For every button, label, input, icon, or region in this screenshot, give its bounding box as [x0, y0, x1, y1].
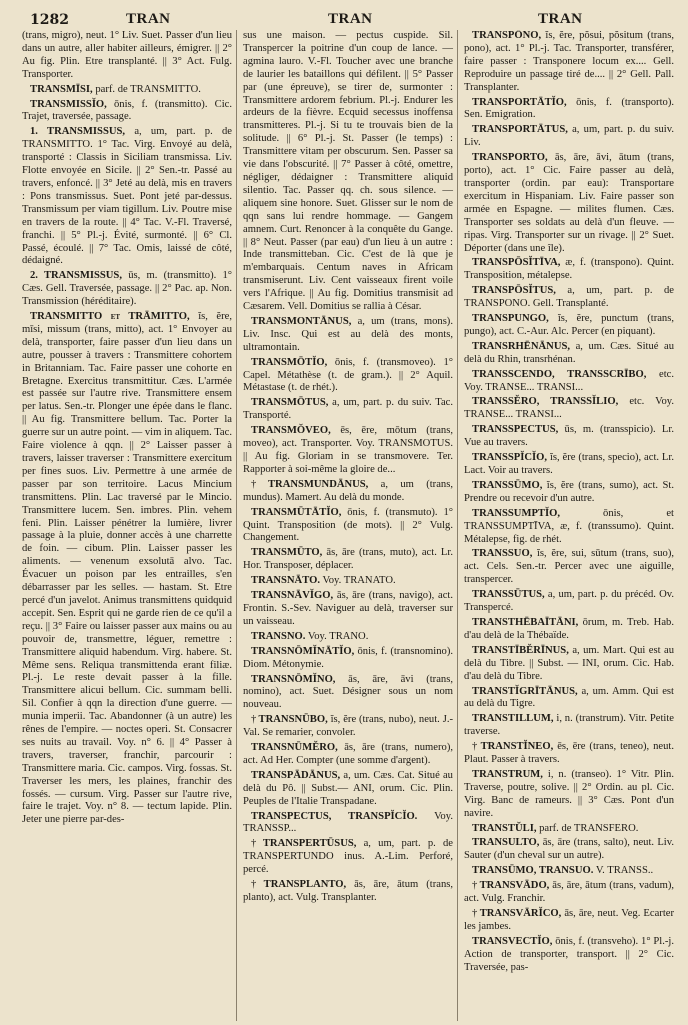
entry-headword: TRANSNŌMĬNO,: [251, 673, 336, 685]
entry-headword: TRANSPECTUS, TRANSPĬCĬO.: [251, 810, 418, 822]
dagger-icon: †: [251, 838, 261, 850]
entry-headword: TRANSPORTĀTUS,: [472, 124, 568, 136]
entry-headword: TRANSPERTŪSUS,: [262, 838, 357, 850]
dictionary-entry: [464, 617, 674, 643]
entry-definition: ōnis, f. (transmitto). Cic. Trajet, traversée, passage.: [22, 98, 232, 123]
entry-definition: ōnis, f. (transporto). Sen. Emigration.: [464, 96, 674, 121]
entry-headword: TRANSPORTĀTĬO,: [472, 96, 567, 108]
dictionary-entry: [243, 397, 453, 423]
entry-definition: etc. Voy. TRANSE... TRANSI...: [464, 368, 674, 393]
entry-headword: TRANSSUO,: [472, 548, 533, 560]
dictionary-entry: [464, 589, 674, 615]
entry-definition: a, um, part. p. de TRANSMITTO. 1° Tac. Virg. Envoyé au delà, transporté : Classis in Siciliam transmissa. Liv. Flotte envoyée en Sicile. || 2° Sen.-tr. Passé au travers, enfoncé. || 3° Jeté au delà, mis en travers : Pons transmissus. Suet. Pont jeté par-dessus. Transmissum per viam tigillum. Liv. Poutre mise en travers de la route. || 4° Tac. V.-Fl. Traversé, franchi. || 5° Pl.-j. Évité, surmonté. || 6° Cl. Passé, écoulé. || 7° Tac. Omis, laissé de côté, dédaigné.: [22, 126, 232, 267]
dagger-icon: †: [251, 714, 257, 726]
entry-definition: ōnis, f. (transnomino). Diom. Métonymie.: [243, 645, 454, 670]
entry-definition: Voy. TRANO.: [307, 630, 369, 642]
dictionary-entry: [243, 425, 453, 477]
dictionary-entry: [22, 311, 232, 827]
entry-definition: ūs, m. (transmitto). 1° Cæs. Gell. Traversée, passage. || 2° Pac. ap. Non. Transmission (héréditaire).: [22, 270, 232, 308]
entry-headword: 2. TRANSMISSUS,: [30, 270, 122, 282]
entry-definition: ĭs, ĕre, pŏsui, pŏsitum (trans, pono), act. 1° Pl.-j. Tac. Transporter, transférer, faire passer : Transponere locum ex.... Gell. Reproduire un passage tiré de.... || 2° Gell. Pall. Transplanter.: [464, 30, 674, 93]
entry-headword: TRANSSŪMO,: [472, 479, 543, 491]
entry-headword: TRANSNO.: [251, 630, 306, 642]
entry-headword: TRANSTŬLI,: [472, 822, 537, 834]
entry-headword: TRANSPLANTO,: [263, 879, 347, 891]
entry-definition: ās, āre, āvi (trans, nomino), act. Suet. Désigner sous un nom nouveau.: [243, 673, 453, 711]
dictionary-entry: [464, 645, 674, 684]
entry-definition: etc. Voy. TRANSE... TRANSI...: [464, 396, 674, 421]
entry-definition: ās, āre (trans, numero), act. Ad Her. Compter (une somme d'argent).: [243, 742, 454, 766]
entry-definition: ōrum, m. Treb. Hab. d'au delà de la Thébaïde.: [464, 616, 674, 641]
entry-headword: TRANSMITTO et TRĀMITTO,: [30, 311, 190, 323]
entry-headword: TRANSSCENDO, TRANSSCRĪBO,: [472, 368, 647, 380]
entry-definition: ōnis, f. (transmoveo). 1° Capel. Métathèse (t. de gram.). || 2° Aquil. Métastase (t. de rhét.).: [243, 356, 453, 394]
dictionary-entry: [464, 257, 674, 283]
entry-headword: TRANSNŪBO,: [258, 714, 328, 726]
dictionary-entry: [22, 270, 232, 309]
dictionary-entry: [464, 686, 674, 712]
entry-headword: TRANSPUNGO,: [472, 313, 549, 325]
entry-definition: a, um. Cæs. Situé au delà du Rhin, transrhénan.: [464, 340, 674, 365]
entry-definition: ĭs, ĕre (trans, nubo), neut. J.-Val. Se remarier, convoler.: [243, 714, 453, 739]
entry-headword: TRANSŪMO, TRANSUO.: [472, 865, 594, 877]
entry-definition: V. TRANSS..: [595, 865, 654, 877]
entry-headword: TRANSPORTO,: [472, 152, 548, 164]
entry-definition: ĭs, ĕre, mīsi, missum (trans, mitto), act. 1° Envoyer au delà, transporter, faire passer d'un lieu dans un autre, pousser à travers : Transmittere cohortem in Britanniam. Tac. Faire passer une cohorte en Bretagne. Exercitus transmittitur. Cæs. L'armée est passée sur l'autre rive. Transmittere ensem per latus. Sen.-tr. Plonger une épée dans le flanc. || Au fig. Transmittere bellum. Tac. Porter la guerre sur un autre point. — vim in aliquem. Tac. Faire violence à qqn. || 2° Laisser passer à travers, laisser traverser : Transmittere exercitum per fines suos. Liv. Permettre à une armée de passer par son territoire. Lacus Mincium transmittens. Plin. Lac traversé par le Mincio. Transmittere lucem. Sen. imbres. Plin. vehem feni. Plin. Laisser pénétrer la lumière, livrer passage à la pluie, donner accès à une charrette de foin. — cibum. Plin. Laisser passer les aliments. — venenum exsolutā alvo. Tac. Évacuer un poison par les entrailles, s'en débarrasser par les selles. — hastam. St. Etre percé d'un javelot. Animus transmittens quidquid accepit. Sen. Esprit qui ne garde rien de ce qu'il a reçu. || 3° Faire ou laisser passer aux mains ou au pouvoir de, transmettre, léguer, remettre : Transmittere aliquid habendum. Virg. habere. St. Même sens. Reliqua transmittenda erant filiæ. Pl.-j. Le reste devait passer à la fille. Transmittere alicui bellum. Cic. summam belli. Sil. Confier à qqn la direction d'une guerre. — munia imperii. Tac. Abandonner (à un autre) les rênes de l'empire. — noctes operi. St. Consacrer ses nuits au travail. Voy. n° 6. || 4° Passer à travers, traverser, franchir, parcourir : Transmittere maria. Cic. campos. Virg. fossas. St. Traverser les mers, les plaines, franchir des fossés. — cursum. Virg. Passer sur l'autre rive, faire le trajet. Voy. n° 8. — tectum lapide. Plin. Jeter une pierre par-des-: [22, 311, 232, 826]
entry-definition: ās, āre (trans, navigo), act. Frontin. S.-Sev. Naviguer au delà, traverser sur un vaisseau.: [243, 590, 453, 627]
entry-definition: ĭs, ĕre (trans, specio), act. Lr. Lact. Voir au travers.: [464, 452, 674, 476]
entry-definition: ēs, ēre, mōtum (trans, moveo), act. Transporter. Voy. TRANSMOTUS. || Au fig. Gloriam in se transmovere. Ter. Rapporter à soi-même la gloire de...: [243, 425, 453, 475]
dictionary-entry: [464, 124, 674, 150]
dictionary-entry: [464, 908, 674, 934]
entry-definition: ōnis, f. (transmuto). 1° Quint. Transposition (de mots). || 2° Vulg. Changement.: [243, 506, 453, 544]
dictionary-entry: [22, 126, 232, 268]
dictionary-entry: [243, 811, 453, 837]
entry-definition: i, n. (transtrum). Vitr. Petite traverse.: [464, 713, 674, 738]
entry-headword: TRANSMĪSI,: [30, 83, 93, 95]
entry-headword: TRANSMŌTUS,: [251, 397, 329, 409]
dictionary-entry: [22, 84, 232, 97]
columns: [22, 30, 678, 1021]
entry-definition: (trans, migro), neut. 1° Liv. Suet. Passer d'un lieu dans un autre, aller habiter ailleurs, émigrer. || 2° Au fig. Plin. Etre transplanté. || 3° Act. Fulg. Transporter.: [22, 30, 232, 80]
column-right: [457, 30, 678, 1021]
entry-definition: a, um (trans, mundus). Mamert. Au delà du monde.: [243, 478, 453, 503]
entry-headword: TRANSTILLUM,: [472, 713, 554, 725]
entry-headword: TRANSPŌSĬTĪVA,: [472, 257, 561, 269]
running-head-right: TRAN: [538, 11, 583, 27]
entry-definition: a, um (trans, mons). Liv. Insc. Qui est au delà des monts, ultramontain.: [243, 315, 453, 353]
entry-headword: TRANSRHĒNĀNUS,: [472, 340, 571, 352]
entry-headword: TRANSTĬGRĪTĀNUS,: [472, 685, 578, 697]
entry-headword: TRANSTĬNEO,: [480, 741, 554, 753]
entry-headword: TRANSMISSĬO,: [30, 98, 107, 110]
dictionary-entry: [464, 424, 674, 450]
entry-definition: ūs, m. (transspicio). Lr. Vue au travers.: [464, 424, 674, 449]
entry-headword: TRANSSUMPTĬO,: [472, 507, 560, 519]
dictionary-entry: [22, 99, 232, 125]
dagger-icon: †: [251, 478, 266, 490]
entry-definition: a, um, part. p. de TRANSPONO. Gell. Transplanté.: [464, 285, 674, 310]
entry-headword: TRANSPŌNO,: [472, 30, 542, 41]
entry-definition: ĭs, ĕre, punctum (trans, pungo), act. C.-Aur. Alc. Percer (en piquant).: [464, 313, 674, 337]
entry-headword: TRANSPŌSĬTUS,: [472, 285, 556, 297]
column-middle: [236, 30, 457, 1021]
entry-definition: a, um. Cæs. Cat. Situé au delà du Pô. || Subst.— ANI, orum. Cic. Plin. Peuples de l'Italie Transpadane.: [243, 769, 453, 807]
dictionary-entry: [243, 742, 453, 768]
dictionary-entry: [464, 152, 674, 255]
dictionary-entry: [243, 879, 453, 905]
entry-definition: a, um. Amm. Qui est au delà du Tigre.: [464, 685, 675, 710]
dictionary-entry: [464, 30, 674, 95]
entry-definition: ās, āre (trans, muto), act. Lr. Hor. Transposer, déplacer.: [243, 547, 453, 572]
entry-headword: TRANSNŪMĔRO,: [251, 742, 338, 754]
dictionary-entry: [243, 590, 453, 629]
dictionary-entry: [464, 452, 674, 478]
dictionary-entry: [243, 674, 453, 713]
entry-headword: TRANSTĪBĔRĪNUS,: [472, 644, 569, 656]
entry-headword: TRANSSPECTUS,: [472, 424, 559, 436]
entry-definition: a, um, part. p. du suiv. Tac. Transporté.: [243, 397, 454, 422]
dictionary-entry: [464, 341, 674, 367]
dictionary-entry: [464, 313, 674, 339]
dictionary-entry: [464, 880, 674, 906]
entry-headword: TRANSMŎVEO,: [251, 425, 331, 437]
entry-definition: ōnis, f. (transveho). 1° Pl.-j. Action de transporter, transport. || 2° Cic. Traversée, pas-: [464, 935, 674, 973]
dictionary-entry: [464, 837, 674, 863]
entry-definition: ās, āre, āvi, ātum (trans, porto), act. 1° Cic. Faire passer au delà, transporter (ordin. par eau): Transportare exercitum in Hispaniam. Liv. Faire passer son armée en Espagne. — milites flumen. Cæs. Transporter ses soldats au delà d'un fleuve. — ripas. Virg. Transporter sur un rivage. || 2° Suet. Déporter (dans une île).: [464, 152, 674, 254]
entry-definition: ās, āre (trans, salto), neut. Liv. Sauter (d'un cheval sur un autre).: [464, 837, 674, 862]
dictionary-entry: [243, 770, 453, 809]
entry-headword: TRANSNĀTO.: [251, 575, 320, 587]
entry-definition: a, um. Mart. Qui est au delà du Tibre. || Subst. — INI, orum. Cic. Hab. d'au delà du Tibre.: [464, 644, 674, 682]
dictionary-entry: [464, 508, 674, 547]
entry-definition: æ, f. (transpono). Quint. Transposition, métalepse.: [464, 257, 674, 282]
dictionary-entry: [243, 357, 453, 396]
dagger-icon: †: [472, 880, 478, 892]
dictionary-entry: [464, 97, 674, 123]
entry-headword: TRANSVĀDO,: [479, 880, 550, 892]
dictionary-entry: [464, 936, 674, 975]
entry-headword: TRANSPĀDĀNUS,: [251, 769, 341, 781]
dictionary-entry: [243, 479, 453, 505]
entry-headword: TRANSMUNDĀNUS,: [267, 478, 369, 490]
entry-definition: parf. de TRANSMITTO.: [95, 83, 201, 95]
entry-definition: ās, āre, ātum (trans, planto), act. Vulg. Transplanter.: [243, 879, 454, 903]
entry-headword: TRANSMŪTO,: [251, 547, 323, 559]
dictionary-entry: [243, 646, 453, 672]
entry-definition: a, um, part. p. du précéd. Ov. Transpercé.: [464, 589, 674, 614]
entry-headword: TRANSMONTĀNUS,: [251, 315, 352, 327]
entry-headword: 1. TRANSMISSUS,: [30, 126, 126, 138]
dictionary-entry: [464, 548, 674, 587]
entry-headword: TRANSSPĬCĬO,: [472, 452, 548, 464]
dictionary-entry: [464, 713, 674, 739]
entry-definition: ĭs, ĕre, sui, sūtum (trans, suo), act. Cels. Sen.-tr. Percer avec une aiguille, transpercer.: [464, 548, 674, 586]
dictionary-entry: [243, 316, 453, 355]
entry-definition: ōnis, et TRANSSUMPTĪVA, æ, f. (transsumo). Quint. Métalepse, fig. de rhét.: [464, 507, 674, 545]
entry-definition: ĭs, ĕre (trans, sumo), act. St. Prendre ou recevoir d'un autre.: [464, 479, 674, 504]
entry-definition: Voy. TRANATO.: [322, 575, 396, 587]
entry-headword: TRANSMŪTĀTĬO,: [251, 506, 342, 518]
entry-definition: ās, āre, ātum (trans, vadum), act. Vulg. Franchir.: [464, 880, 674, 905]
dictionary-entry: [243, 547, 453, 573]
dagger-icon: †: [472, 908, 478, 919]
entry-headword: TRANSVĀRĬCO,: [479, 908, 562, 919]
entry-definition: ās, āre, neut. Veg. Ecarter les jambes.: [464, 908, 675, 932]
dictionary-entry: [464, 369, 674, 395]
entry-definition: Voy. TRANSSP...: [243, 810, 453, 835]
entry-headword: TRANSNŌMĬNĀTĬO,: [251, 645, 355, 657]
entry-headword: TRANSMŌTĬO,: [251, 356, 328, 368]
entry-definition: ēs, ēre (trans, teneo), neut. Plaut. Passer à travers.: [464, 741, 675, 766]
entry-headword: TRANSVECTĬO,: [472, 935, 553, 947]
entry-definition: i, n. (transeo). 1° Vitr. Plin. Traverse, poutre, solive. || 2° Ordin. au pl. Cic. Virg. Banc de rameurs. || 3° Cæs. Pont d'un navire.: [464, 768, 674, 819]
entry-definition: a, um, part. p. de TRANSPERTUNDO inus. A.-Lim. Perforé, percé.: [243, 838, 453, 876]
entry-headword: TRANSSĔRO, TRANSSĬLIO,: [472, 396, 619, 408]
entry-headword: TRANSTHĒBAĪTĀNI,: [472, 616, 579, 628]
dictionary-entry: [243, 631, 453, 644]
dagger-icon: †: [251, 879, 262, 891]
entry-definition: sus une maison. — pectus cuspide. Sil. Transpercer la poitrine d'un coup de lance. — agmina lauro. V.-Fl. Toucher avec une branche de laurier les bataillons qui défilent. || 5° Passer par (une épreuve), se tirer de, surmonter : Transmittere ardorem febrium. Pl.-j. Endurer les ardeurs de la fièvre. Ecquid secessus inoffensa transmitteres. Pl.-j. Si tu te trouvais bien de la solitude. || 6° Pl.-j. St. Passer (le temps) : Transmittere vitam per obscurum. Sen. Passer sa vie dans l'obscurité. || 7° Passer à côté, omettre, négliger, dédaigner : Transmittere aliquid silentio. Tac. Passer qq. ch. sous silence. — aliquem sine honore. Suet. Glisser sur le nom de qqn sans lui rendre hommage. — Gangem amnem. Curt. Renoncer à la conquête du Gange. || 8° Neut. Passer (par eau) d'un lieu à un autre : Inde transmitteban. Cic. C'est de là que je m'embarquais. Centum naves in Africam transmiserunt. Liv. Cent vaisseaux firent voile vers l'Afrique. || Au fig. Domitius transmisit ad Cæsarem. Vell. Domitius se rallia à César.: [243, 30, 453, 313]
column-left: [22, 30, 236, 1021]
dictionary-entry: [243, 507, 453, 546]
dictionary-entry: [243, 575, 453, 588]
entry-headword: TRANSULTO,: [472, 837, 540, 849]
dictionary-entry: [243, 838, 453, 877]
dictionary-entry: [464, 865, 674, 878]
running-head-left: TRAN: [126, 11, 171, 27]
page-header: [8, 8, 680, 32]
entry-definition: parf. de TRANSFERO.: [539, 822, 639, 834]
dictionary-entry: [464, 285, 674, 311]
entry-headword: TRANSTRUM,: [472, 768, 543, 780]
running-head-center: TRAN: [328, 11, 373, 27]
entry-headword: TRANSNĀVĬGO,: [251, 590, 334, 602]
dictionary-entry: [464, 741, 674, 767]
dagger-icon: †: [472, 741, 479, 753]
dictionary-entry: [464, 769, 674, 821]
dictionary-entry: [464, 480, 674, 506]
dictionary-entry: [464, 823, 674, 836]
dictionary-entry: [243, 30, 453, 314]
entry-headword: TRANSSŪTUS,: [472, 589, 545, 601]
dictionary-entry: [22, 30, 232, 82]
page-number: 1282: [30, 12, 69, 28]
dictionary-entry: [464, 396, 674, 422]
dictionary-entry: [243, 714, 453, 740]
entry-definition: a, um, part. p. du suiv. Liv.: [464, 124, 674, 149]
